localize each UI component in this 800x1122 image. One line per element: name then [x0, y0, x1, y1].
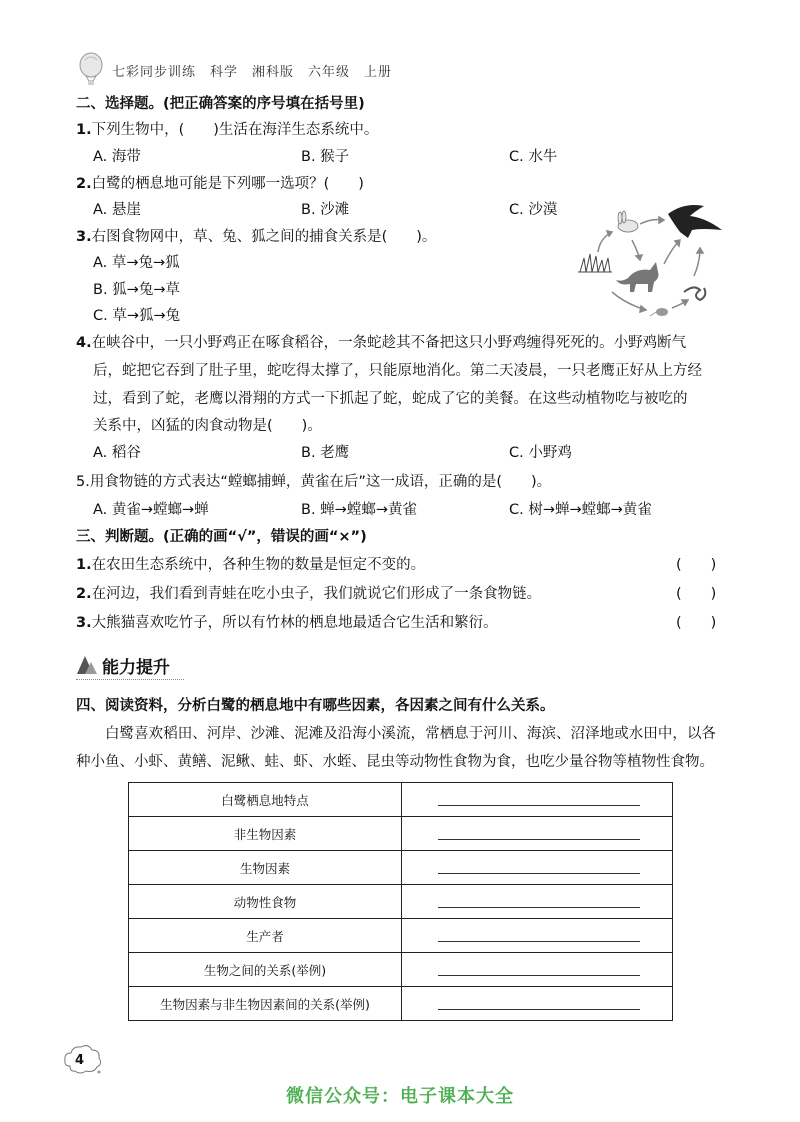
option-c: C. 小野鸡	[509, 445, 572, 461]
answer-blank[interactable]	[438, 907, 640, 908]
question-text: 白鹭的栖息地可能是下列哪一选项？( )	[91, 176, 364, 192]
snake-icon	[684, 287, 705, 300]
option-b: B. 老鹰	[301, 445, 350, 461]
option-c: C. 草→狐→兔	[93, 308, 181, 324]
answer-cell[interactable]	[402, 817, 673, 851]
option-b: B. 沙滩	[301, 202, 350, 218]
option-a: A. 草→兔→狐	[93, 255, 180, 271]
q2-4-line3: 过，看到了蛇，老鹰以滑翔的方式一下抓起了蛇，蛇成了它的美餐。在这些动植物吃与被吃的	[93, 391, 688, 407]
analysis-table	[128, 782, 673, 1021]
option-a: A. 黄雀→螳螂→蝉	[93, 502, 209, 518]
answer-blank[interactable]	[438, 805, 640, 806]
option-c: C. 沙漠	[509, 202, 558, 218]
table-row	[129, 783, 673, 817]
question-text: 右图食物网中，草、兔、狐之间的捕食关系是( )。	[91, 229, 437, 245]
page-number: 4	[75, 1053, 85, 1068]
question-number: 4.	[76, 335, 92, 351]
option-a: A. 稻谷	[93, 445, 141, 461]
passage: 白鹭喜欢稻田、河岸、沙滩、泥滩及沿海小溪流，常栖息于河川、海滨、沼泽地或水田中，以各种小鱼、小虾、黄鳝、泥鳅、蛙、虾、水蛭、昆虫等动物性食物为食，也吃少量谷物等植物性食物。	[76, 726, 716, 770]
q2-4-line2: 后，蛇把它吞到了肚子里，蛇吃得太撑了，只能原地消化。第二天凌晨，一只老鹰正好从上方经	[93, 363, 702, 379]
answer-parentheses: ( )	[676, 557, 717, 573]
table-row	[129, 851, 673, 885]
option-c: C. 树→蝉→螳螂→黄雀	[509, 502, 652, 518]
question-number: 2.	[76, 586, 92, 602]
page-header	[76, 52, 756, 86]
question-number: 1.	[76, 122, 92, 138]
question-text: 在峡谷中，一只小野鸡正在啄食稻谷，一条蛇趁其不备把这只小野鸡缠得死死的。小野鸡断气	[91, 335, 687, 351]
answer-cell[interactable]	[402, 987, 673, 1021]
q2-4-line4: 关系中，凶猛的肉食动物是( )。	[93, 418, 322, 434]
grass-icon	[578, 254, 612, 272]
answer-blank[interactable]	[438, 975, 640, 976]
fox-icon	[616, 262, 659, 292]
row-label: 生物因素与非生物因素间的关系(举例)	[129, 987, 402, 1021]
q2-5-stem	[76, 472, 551, 492]
judge-2	[76, 584, 541, 604]
section-divider	[76, 679, 184, 680]
balloon-logo-icon	[76, 52, 106, 86]
question-number: 3.	[76, 615, 92, 631]
answer-parentheses: ( )	[676, 586, 717, 602]
answer-cell[interactable]	[402, 919, 673, 953]
q2-3-stem	[76, 227, 436, 247]
header-text: 七彩同步训练 科学 湘科版 六年级 上册	[112, 65, 393, 80]
question-number: 3.	[76, 229, 92, 245]
answer-cell[interactable]	[402, 885, 673, 919]
answer-cell[interactable]	[402, 953, 673, 987]
section4-title: 四、阅读资料，分析白鹭的栖息地中有哪些因素，各因素之间有什么关系。	[76, 698, 555, 714]
ability-section-header	[76, 650, 276, 680]
answer-blank[interactable]	[438, 873, 640, 874]
rabbit-icon	[618, 211, 638, 232]
question-text: 在农田生态系统中，各种生物的数量是恒定不变的。	[91, 557, 426, 573]
answer-blank[interactable]	[438, 839, 640, 840]
row-label: 非生物因素	[129, 817, 402, 851]
table-row	[129, 885, 673, 919]
question-text: 用食物链的方式表达“螳螂捕蝉，黄雀在后”这一成语，正确的是( )。	[89, 474, 552, 490]
question-number: 2.	[76, 176, 92, 192]
row-label: 生物之间的关系(举例)	[129, 953, 402, 987]
answer-parentheses: ( )	[676, 615, 717, 631]
answer-blank[interactable]	[438, 1009, 640, 1010]
footer-watermark: 微信公众号：电子课本大全	[286, 1086, 514, 1107]
question-text: 下列生物中，( )生活在海洋生态系统中。	[91, 122, 379, 138]
food-web-illustration	[576, 200, 726, 328]
option-c: C. 水牛	[509, 149, 558, 165]
question-number: 1.	[76, 557, 92, 573]
section2-title: 二、选择题。(把正确答案的序号填在括号里)	[76, 96, 365, 112]
section3-title: 三、判断题。(正确的画“√”，错误的画“×”)	[76, 529, 367, 545]
table-row	[129, 919, 673, 953]
table-row	[129, 987, 673, 1021]
question-text: 在河边，我们看到青蛙在吃小虫子，我们就说它们形成了一条食物链。	[91, 586, 542, 602]
q2-1-stem	[76, 120, 378, 140]
answer-blank[interactable]	[438, 941, 640, 942]
row-label: 白鹭栖息地特点	[129, 783, 402, 817]
option-b: B. 蝉→螳螂→黄雀	[301, 502, 417, 518]
row-label: 生物因素	[129, 851, 402, 885]
answer-cell[interactable]	[402, 783, 673, 817]
judge-3	[76, 613, 498, 633]
question-number: 5.	[76, 474, 90, 490]
mouse-icon	[650, 308, 668, 316]
table-row	[129, 817, 673, 851]
q2-2-stem	[76, 174, 364, 194]
q2-4-line1	[76, 333, 686, 353]
mountain-icon	[76, 652, 98, 676]
row-label: 生产者	[129, 919, 402, 953]
answer-cell[interactable]	[402, 851, 673, 885]
eagle-icon	[668, 205, 722, 238]
option-a: A. 悬崖	[93, 202, 141, 218]
question-text: 大熊猫喜欢吃竹子，所以有竹林的栖息地最适合它生活和繁衍。	[91, 615, 498, 631]
table-row	[129, 953, 673, 987]
page-number-badge	[62, 1040, 104, 1080]
option-b: B. 狐→兔→草	[93, 282, 180, 298]
option-a: A. 海带	[93, 149, 141, 165]
judge-1	[76, 555, 425, 575]
option-b: B. 猴子	[301, 149, 350, 165]
ability-title: 能力提升	[102, 658, 170, 678]
row-label: 动物性食物	[129, 885, 402, 919]
